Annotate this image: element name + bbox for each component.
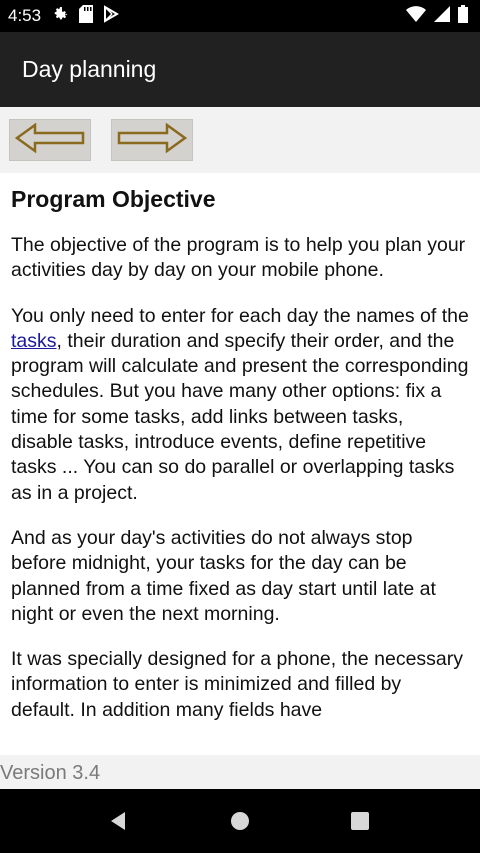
version-bar [0, 755, 480, 789]
sd-card-icon [79, 5, 93, 28]
app-title: Day planning [22, 56, 157, 82]
recents-icon[interactable] [348, 809, 372, 833]
paragraph-tasks [11, 304, 469, 506]
play-store-icon [103, 5, 119, 28]
app-bar [0, 32, 480, 107]
paragraph-objective: The objective of the program is to help you plan your activities day by day on your mobile phone. [11, 234, 466, 282]
paragraph-tasks-text-a: You only need to enter for each day the names of the [11, 304, 469, 327]
signal-icon [434, 6, 450, 27]
previous-button[interactable] [9, 119, 91, 161]
version-label: Version 3.4 [0, 762, 101, 784]
gear-icon [51, 5, 69, 28]
battery-icon [458, 5, 468, 28]
page-title: Program Objective [11, 186, 216, 212]
status-time: 4:53 [8, 6, 42, 25]
navigation-toolbar [0, 107, 480, 173]
paragraph-midnight: And as your day's activities do not always stop before midnight, your tasks for the day can be planned from a time fixed as day start until late at night or even the next morning. [11, 526, 436, 625]
tasks-link[interactable]: tasks [11, 329, 57, 352]
right-arrow-icon [117, 123, 187, 158]
left-arrow-icon [15, 123, 85, 158]
back-icon[interactable] [106, 809, 130, 833]
system-navigation-bar [0, 789, 480, 853]
next-button[interactable] [111, 119, 193, 161]
home-icon[interactable] [228, 809, 252, 833]
wifi-icon [406, 6, 426, 27]
status-bar [0, 0, 480, 32]
help-content[interactable] [0, 173, 480, 755]
paragraph-phone: It was specially designed for a phone, the necessary information to enter is minimized and filled by default. In addition many fields have [11, 648, 464, 721]
paragraph-tasks-text-b: , their duration and specify their order, and the program will calculate and present the corresponding schedules. But you have many other options: fix a time for some tasks, add links between tasks, disable tasks, introduce events, define repetitive tasks ... You can so do parallel or overlapping tasks as in a project. [11, 329, 469, 504]
